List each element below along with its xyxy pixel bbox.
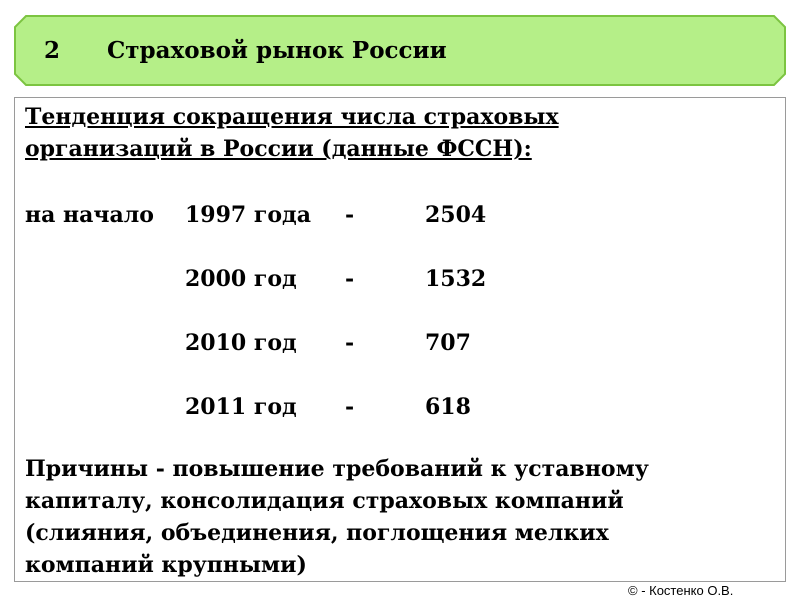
row-value: 1532 xyxy=(425,266,487,292)
row-year: 2011 год xyxy=(185,394,297,420)
row-year: 2000 год xyxy=(185,266,297,292)
row-year: 1997 года xyxy=(185,202,311,228)
title-banner xyxy=(14,15,786,86)
row-dash: - xyxy=(345,202,355,228)
reasons-line-4: компаний крупными) xyxy=(25,552,307,578)
reasons-line-3: (слияния, объединения, поглощения мелких xyxy=(25,520,609,546)
slide-title: Страховой рынок России xyxy=(107,37,447,64)
content-box xyxy=(14,97,786,582)
prefix-label: на начало xyxy=(25,202,154,228)
row-value: 707 xyxy=(425,330,471,356)
row-dash: - xyxy=(345,330,355,356)
reasons-line-2: капиталу, консолидация страховых компаний xyxy=(25,488,624,514)
copyright-footer: © - Костенко О.В. xyxy=(628,583,734,598)
row-dash: - xyxy=(345,266,355,292)
row-value: 618 xyxy=(425,394,471,420)
row-dash: - xyxy=(345,394,355,420)
slide-number: 2 xyxy=(44,37,61,64)
row-year: 2010 год xyxy=(185,330,297,356)
heading-line-1: Тенденция сокращения числа страховых xyxy=(25,104,559,130)
reasons-line-1: Причины - повышение требований к уставному xyxy=(25,456,649,482)
heading-line-2: организаций в России (данные ФССН): xyxy=(25,136,532,162)
row-value: 2504 xyxy=(425,202,487,228)
